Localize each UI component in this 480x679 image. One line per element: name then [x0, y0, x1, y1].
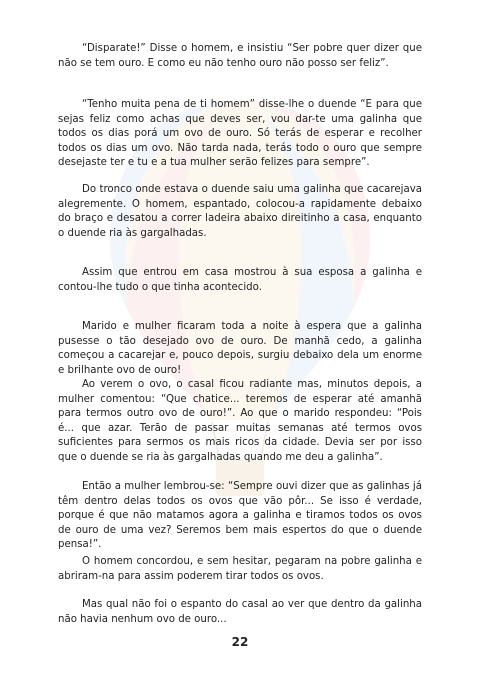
- paragraph-7: Então a mulher lembrou-se: “Sempre ouvi dizer que as galinhas já têm dentro delas todos os ovos que vão pôr... Se isso é verdade, porque é que não matamos agora a galinha e tiramos todos os ovos de ouro de uma vez? Seremos bem mais espertos do que o duende pensa!”.: [58, 481, 422, 551]
- paragraph-5: Marido e mulher ficaram toda a noite à espera que a galinha pusesse o tão desejado ovo de ouro. De manhã cedo, a galinha começou a cacarejar e, pouco depois, surgiu debaixo dela um enorme e brilhante ovo de ouro!: [58, 321, 422, 376]
- paragraph-9: Mas qual não foi o espanto do casal ao ver que dentro da galinha não havia nenhum ovo de ouro...: [58, 599, 422, 625]
- page-number: 22: [231, 635, 249, 649]
- paragraph-1: “Disparate!” Disse o homem, e insistiu “Ser pobre quer dizer que não se tem ouro. E como eu não tenho ouro não posso ser feliz”.: [58, 43, 422, 69]
- paragraph-2: “Tenho muita pena de ti homem” disse-lhe o duende “E para que sejas feliz como achas que deves ser, vou dar-te uma galinha que todos os dias porá um ovo de ouro. Só terás de esperar e recolher todos os dias um ovo. Não tarda nada, terás todo o ouro que sempre desejaste ter e tu e a tua mulher serão felizes para sempre”.: [58, 99, 422, 169]
- paragraph-4: Assim que entrou em casa mostrou à sua esposa a galinha e contou-lhe tudo o que tinha acontecido.: [58, 267, 422, 293]
- paragraph-6: Ao verem o ovo, o casal ficou radiante mas, minutos depois, a mulher comentou: “Que chatice... teremos de esperar até amanhã para termos outro ovo de ouro!”. Ao que o marido respondeu: “Pois é... que azar. Terão de passar muitas semanas até termos ovos suficientes para sermos os mais ricos da cidade. Devia ser por isso que o duende se ria às gargalhadas quando me deu a galinha”.: [58, 379, 422, 463]
- paragraph-3: Do tronco onde estava o duende saiu uma galinha que cacarejava alegremente. O homem, espantado, colocou-a rapidamente debaixo do braço e desatou a correr ladeira abaixo direitinho a casa, enquanto o duende ria às gargalhadas.: [58, 184, 422, 239]
- paragraph-8: O homem concordou, e sem hesitar, pegaram na pobre galinha e abriram-na para assim poderem tirar todos os ovos.: [58, 556, 422, 582]
